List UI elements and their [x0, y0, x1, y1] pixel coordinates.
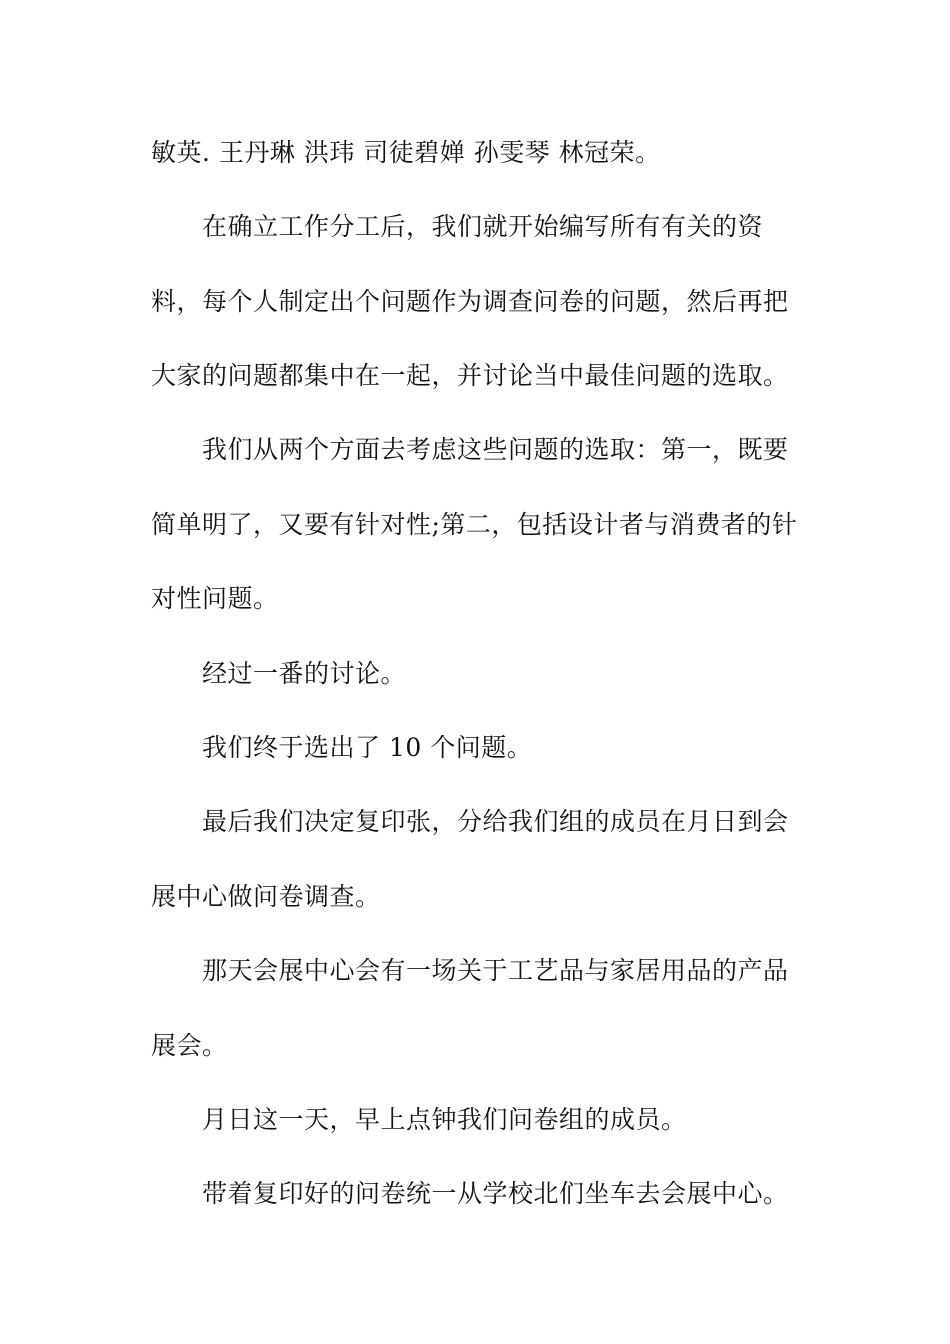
- text-line: 大家的问题都集中在一起，并讨论当中最佳问题的选取。: [151, 361, 789, 390]
- text-line: 敏英. 王丹琳 洪玮 司徒碧婵 孙雯琴 林冠荣。: [151, 138, 661, 167]
- text-line: 我们终于选出了 10 个问题。: [202, 733, 533, 762]
- text-line: 带着复印好的问卷统一从学校北们坐车去会展中心。: [202, 1179, 789, 1208]
- text-line: 我们从两个方面去考虑这些问题的选取：第一，既要: [202, 435, 789, 464]
- text-line: 展会。: [151, 1031, 228, 1060]
- text-line: 对性问题。: [151, 584, 279, 613]
- text-line: 简单明了，又要有针对性;第二，包括设计者与消费者的针: [151, 510, 798, 539]
- text-line: 在确立工作分工后，我们就开始编写所有有关的资: [202, 212, 764, 241]
- text-line: 料，每个人制定出个问题作为调查问卷的问题，然后再把: [151, 287, 789, 316]
- text-line: 展中心做问卷调查。: [151, 882, 381, 911]
- text-line: 经过一番的讨论。: [202, 659, 407, 688]
- text-line: 最后我们决定复印张，分给我们组的成员在月日到会: [202, 807, 789, 836]
- text-line: 那天会展中心会有一场关于工艺品与家居用品的产品: [202, 956, 789, 985]
- text-line: 月日这一天，早上点钟我们问卷组的成员。: [202, 1105, 687, 1134]
